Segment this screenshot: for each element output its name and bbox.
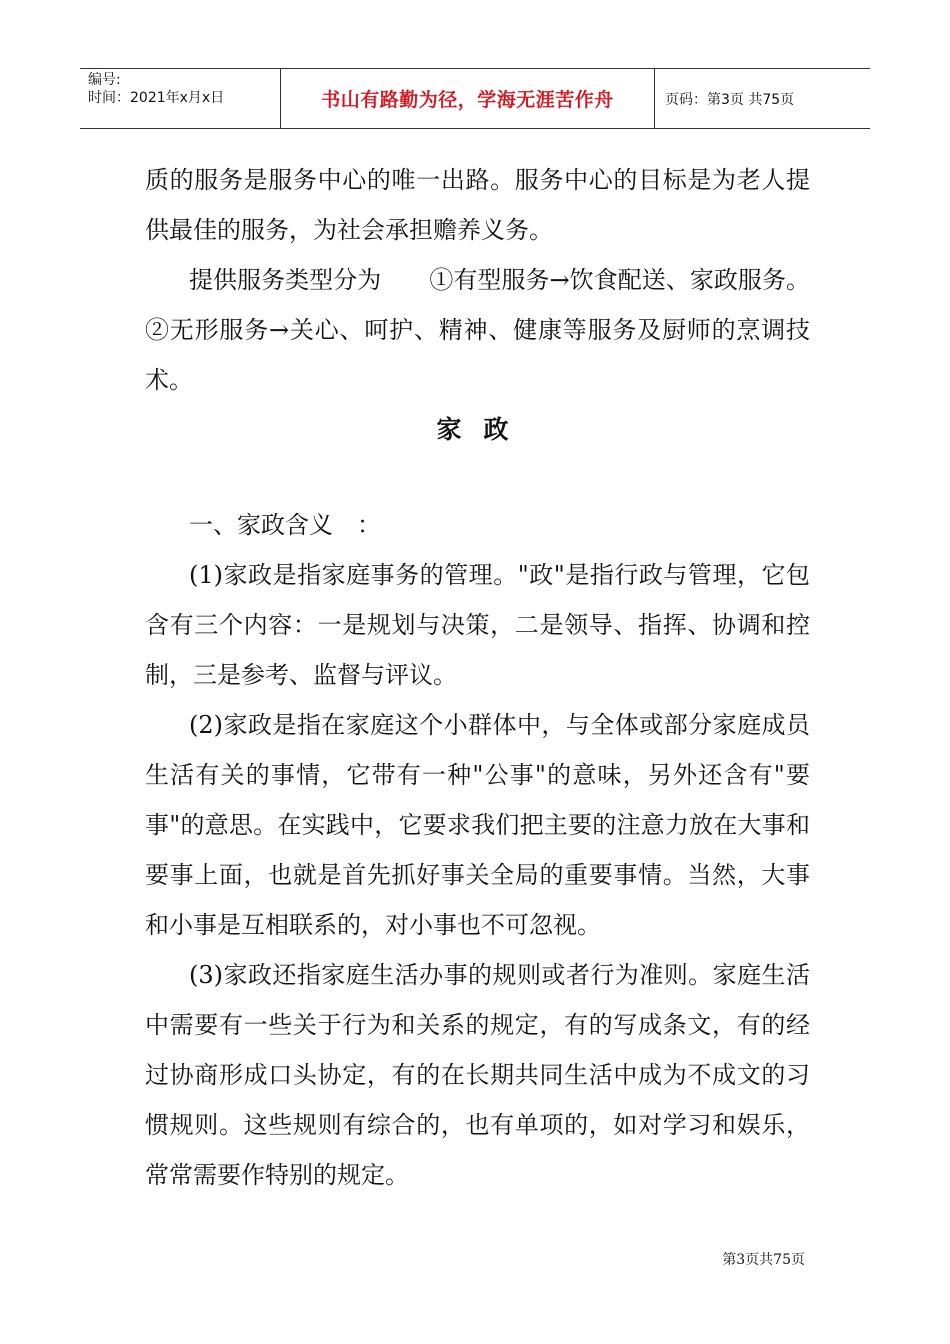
heading-definition: 一、家政含义 ： <box>189 511 381 539</box>
document-body <box>145 155 810 1200</box>
header-motto: 书山有路勤为径，学海无涯苦作舟 <box>321 89 614 111</box>
paragraph-definition-3: (3)家政还指家庭生活办事的规则或者行为准则。家庭生活中需要有一些关于行为和关系的规定，有的写成条文，有的经过协商形成口头协定，有的在长期共同生活中成为不成文的习惯规则。这些规则有综合的，也有单项的，如对学习和娱乐，常常需要作特别的规定。 <box>145 961 810 1189</box>
page-footer: 第3页共75页 <box>722 1252 805 1268</box>
header-number-label: 编号: <box>88 72 121 88</box>
spacer <box>145 455 810 500</box>
page-header <box>80 68 870 129</box>
section-title: 家政 <box>436 415 531 444</box>
header-page-cell <box>655 69 870 128</box>
paragraph-1: 质的服务是服务中心的唯一出路。服务中心的目标是为老人提供最佳的服务，为社会承担赡养义务。 <box>145 166 810 244</box>
header-page-label: 页码：第3页 共75页 <box>665 91 795 108</box>
header-motto-cell <box>281 69 655 128</box>
paragraph-definition-1: (1)家政是指家庭事务的管理。"政"是指行政与管理，它包含有三个内容：一是规划与决策，二是领导、指挥、协调和控制，三是参考、监督与评议。 <box>145 561 810 689</box>
paragraph-definition-2: (2)家政是指在家庭这个小群体中，与全体或部分家庭成员生活有关的事情，它带有一种"公事"的意味，另外还含有"要事"的意思。在实践中，它要求我们把主要的注意力放在大事和要事上面，也就是首先抓好事关全局的重要事情。当然，大事和小事是互相联系的，对小事也不可忽视。 <box>145 711 810 939</box>
header-meta <box>80 69 281 128</box>
header-time-label: 时间：2021年x月x日 <box>88 90 225 106</box>
paragraph-2: 提供服务类型分为 ①有型服务→饮食配送、家政服务。②无形服务→关心、呵护、精神、健康等服务及厨师的烹调技术。 <box>145 266 810 394</box>
